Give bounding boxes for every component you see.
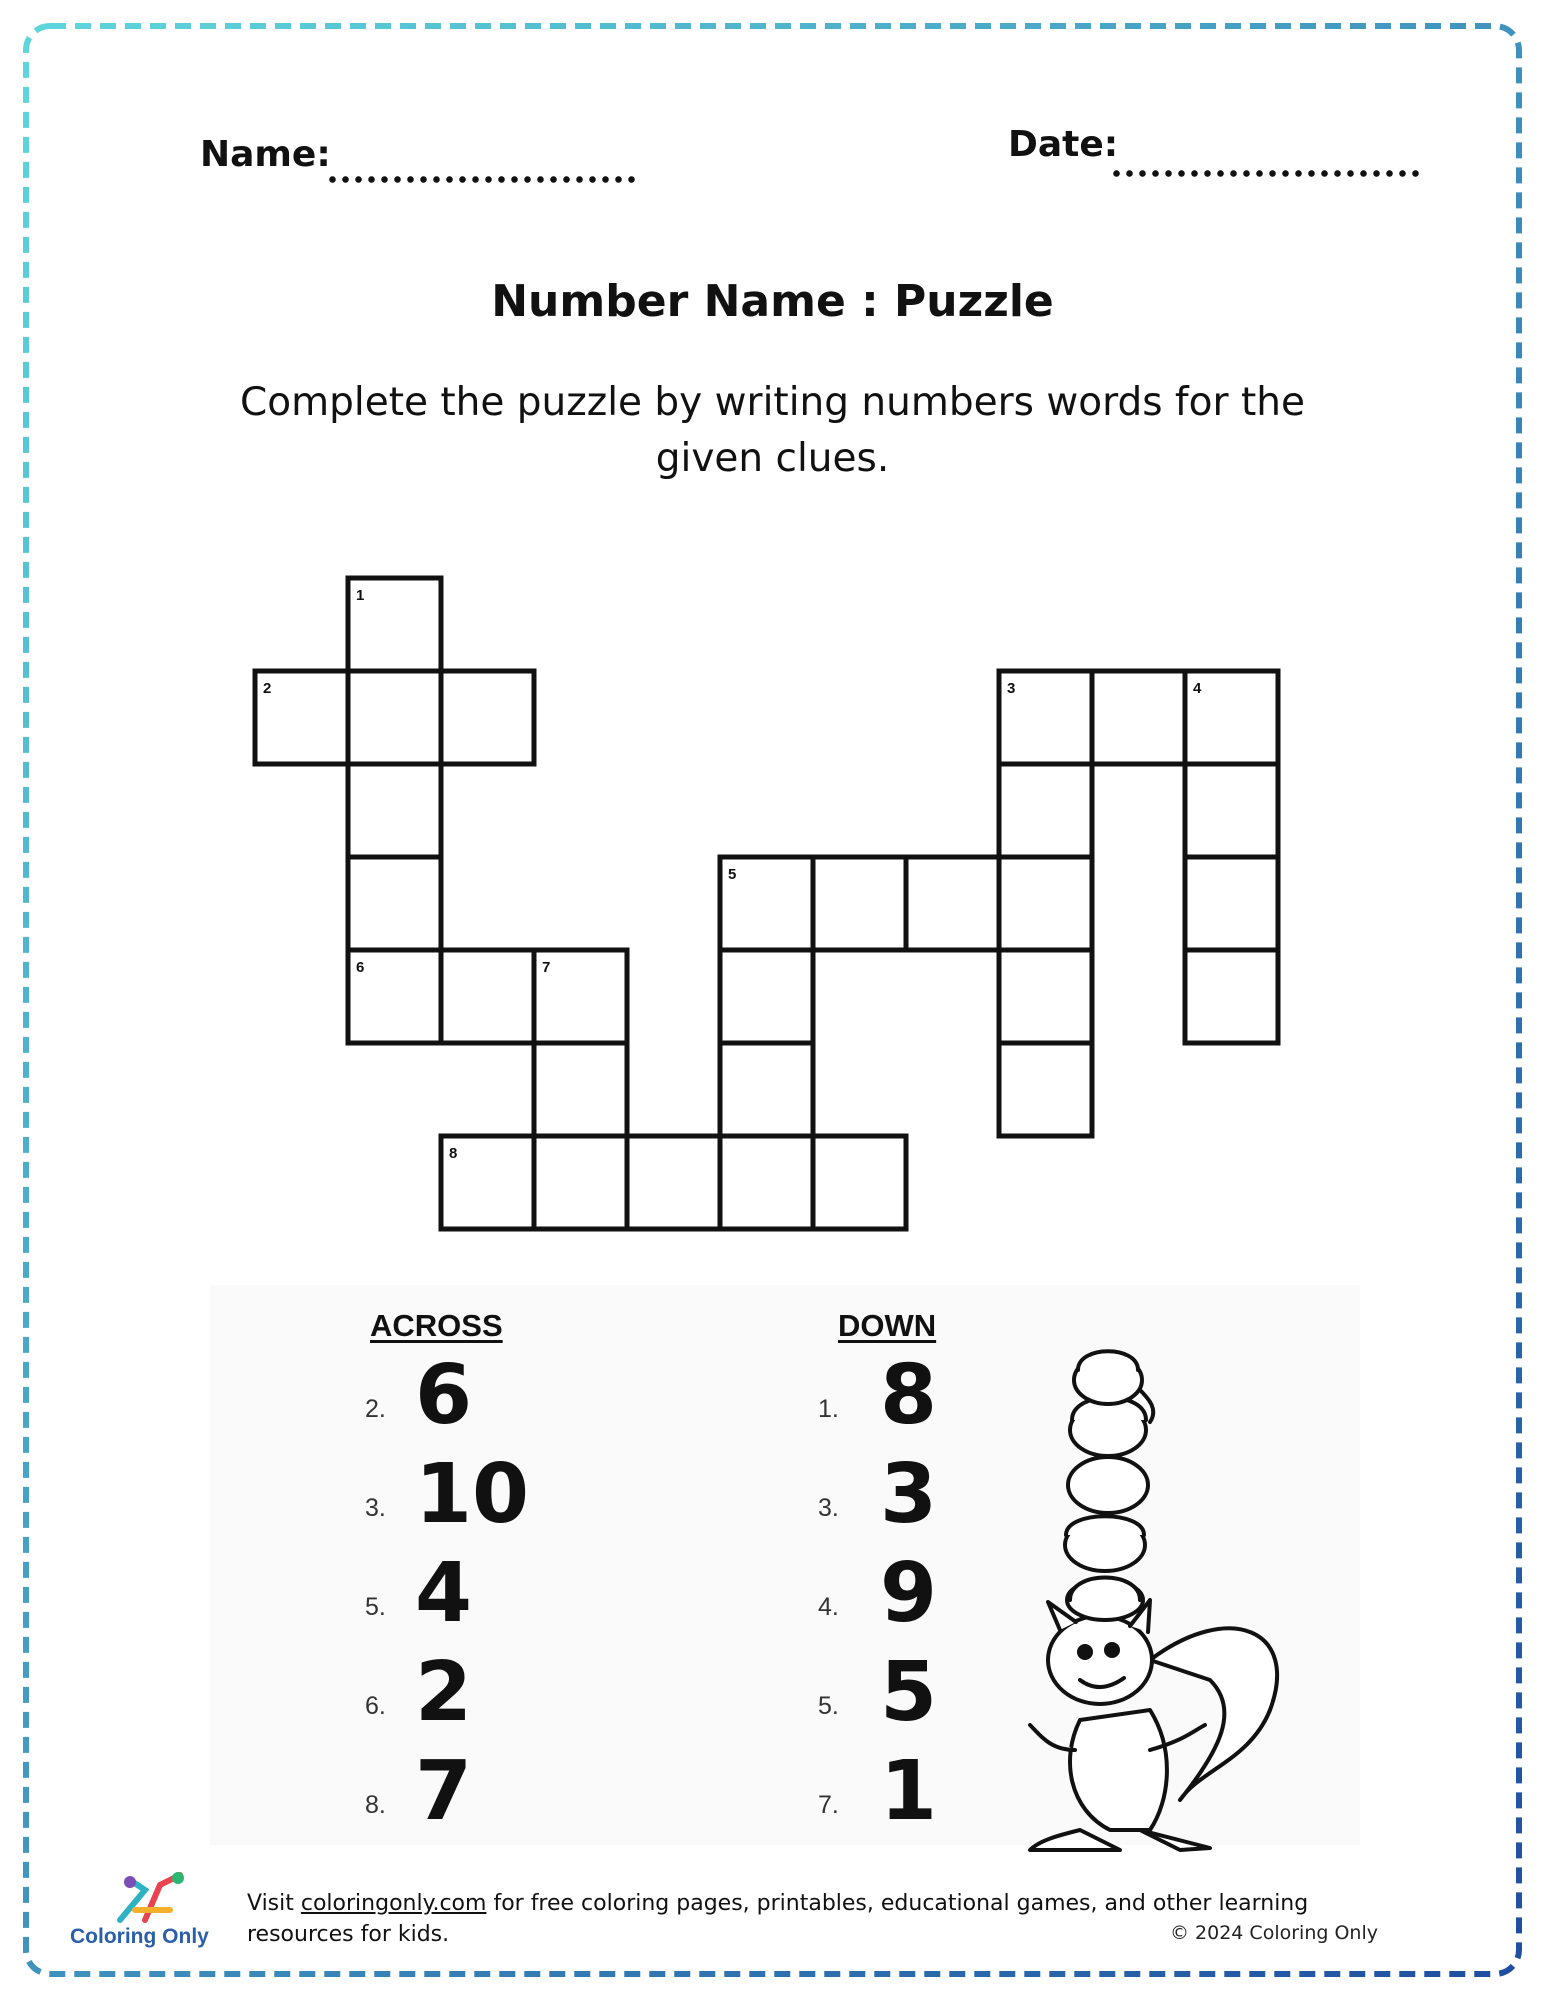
clue-value: 8 xyxy=(880,1348,938,1443)
crossword-cell[interactable] xyxy=(441,950,534,1043)
clue-value: 5 xyxy=(880,1645,938,1740)
clue-value: 10 xyxy=(415,1447,530,1542)
clue-number: 3. xyxy=(818,1494,839,1522)
cell-number: 8 xyxy=(449,1145,458,1162)
crossword-cell[interactable] xyxy=(441,671,534,764)
crossword-cell[interactable] xyxy=(813,1136,906,1229)
crossword-cell[interactable] xyxy=(720,1043,813,1136)
clue-number: 6. xyxy=(365,1692,386,1720)
crossword-cell[interactable] xyxy=(348,764,441,857)
date-label: Date: xyxy=(1008,124,1119,165)
crossword-cell[interactable] xyxy=(906,857,999,950)
cell-number: 7 xyxy=(542,959,551,976)
clue-value: 4 xyxy=(415,1546,473,1641)
clue-number: 1. xyxy=(818,1395,839,1423)
crossword-cell[interactable] xyxy=(1092,671,1185,764)
clue-value: 3 xyxy=(880,1447,938,1542)
cell-number: 5 xyxy=(728,866,737,883)
cell-number: 6 xyxy=(356,959,365,976)
clue-number: 5. xyxy=(818,1692,839,1720)
clue-value: 9 xyxy=(880,1546,938,1641)
copyright: © 2024 Coloring Only xyxy=(1170,1922,1378,1944)
across-heading: ACROSS xyxy=(370,1308,503,1343)
footer-link[interactable]: coloringonly.com xyxy=(300,1891,487,1916)
crossword-cell[interactable] xyxy=(348,671,441,764)
crossword-cell[interactable] xyxy=(813,857,906,950)
down-heading: DOWN xyxy=(838,1308,937,1343)
crossword-cell[interactable] xyxy=(999,857,1092,950)
name-label: Name: xyxy=(200,134,331,175)
clue-number: 5. xyxy=(365,1593,386,1621)
cell-number: 2 xyxy=(263,680,272,697)
crossword-cell[interactable] xyxy=(1185,764,1278,857)
crossword-cell[interactable] xyxy=(348,857,441,950)
cell-number: 1 xyxy=(356,587,365,604)
crossword-cell[interactable] xyxy=(534,1136,627,1229)
clue-number: 8. xyxy=(365,1791,386,1819)
crossword-cell[interactable] xyxy=(534,1043,627,1136)
instructions: Complete the puzzle by writing numbers words for the given clues. xyxy=(240,380,1305,481)
page-title: Number Name : Puzzle xyxy=(491,276,1054,327)
crossword-cell[interactable] xyxy=(627,1136,720,1229)
clue-number: 2. xyxy=(365,1395,386,1423)
clue-value: 1 xyxy=(880,1744,938,1839)
cell-number: 4 xyxy=(1193,680,1202,697)
crossword-cell[interactable] xyxy=(1185,857,1278,950)
clue-value: 2 xyxy=(415,1645,473,1740)
crossword-cell[interactable] xyxy=(720,950,813,1043)
cell-number: 3 xyxy=(1007,680,1016,697)
clue-number: 4. xyxy=(818,1593,839,1621)
footer-prefix: Visit xyxy=(247,1891,301,1916)
clue-value: 7 xyxy=(415,1744,473,1839)
clue-number: 7. xyxy=(818,1791,839,1819)
clue-number: 3. xyxy=(365,1494,386,1522)
crossword-cell[interactable] xyxy=(720,1136,813,1229)
crossword-cell[interactable] xyxy=(999,950,1092,1043)
footer-suffix: for free coloring pages, printables, educational games, and other learning resources for kids. xyxy=(247,1891,1309,1947)
squirrel-illustration xyxy=(1000,1330,1290,1870)
crossword-cell[interactable] xyxy=(999,764,1092,857)
coloring-only-logo xyxy=(100,1870,200,1930)
logo-text: Coloring Only xyxy=(70,1925,209,1948)
clue-value: 6 xyxy=(415,1348,473,1443)
crossword-cell[interactable] xyxy=(999,1043,1092,1136)
crossword-cell[interactable] xyxy=(1185,950,1278,1043)
